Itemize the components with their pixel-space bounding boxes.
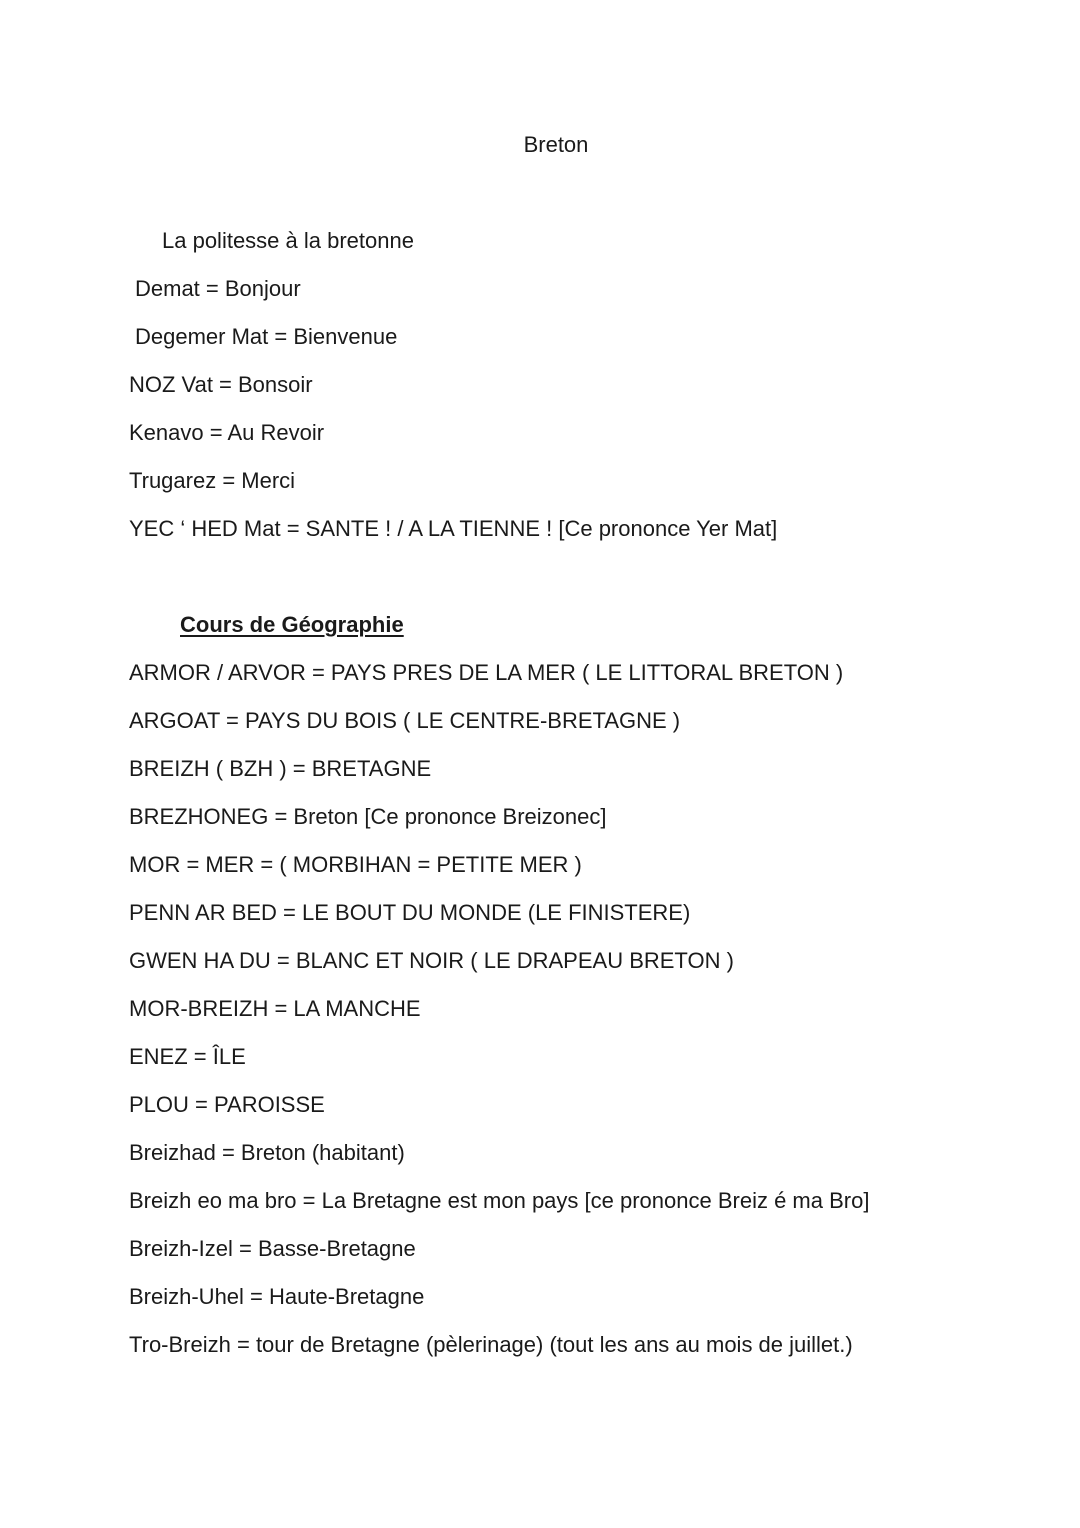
politeness-line: YEC ‘ HED Mat = SANTE ! / A LA TIENNE ! [Ce prononce Yer Mat] [129, 516, 778, 541]
geography-line: ARMOR / ARVOR = PAYS PRES DE LA MER ( LE LITTORAL BRETON ) [129, 660, 844, 685]
document-title: Breton [523, 132, 589, 157]
politeness-heading: La politesse à la bretonne [162, 228, 414, 253]
geography-heading: Cours de Géographie [180, 612, 404, 637]
politeness-line: NOZ Vat = Bonsoir [129, 372, 313, 397]
geography-line: BREZHONEG = Breton [Ce prononce Breizonec] [129, 804, 607, 829]
geography-line: BREIZH ( BZH ) = BRETAGNE [129, 756, 432, 781]
geography-line: PLOU = PAROISSE [129, 1092, 325, 1117]
geography-line: Breizh-Izel = Basse-Bretagne [129, 1236, 416, 1261]
geography-line: Breizh eo ma bro = La Bretagne est mon pays [ce prononce Breiz é ma Bro] [129, 1188, 870, 1213]
geography-line: MOR-BREIZH = LA MANCHE [129, 996, 421, 1021]
geography-line: Tro-Breizh = tour de Bretagne (pèlerinage) (tout les ans au mois de juillet.) [129, 1332, 853, 1357]
politeness-line: Trugarez = Merci [129, 468, 296, 493]
geography-line: MOR = MER = ( MORBIHAN = PETITE MER ) [129, 852, 582, 877]
politeness-line: Degemer Mat = Bienvenue [135, 324, 398, 349]
geography-line: Breizh-Uhel = Haute-Bretagne [129, 1284, 425, 1309]
geography-line: PENN AR BED = LE BOUT DU MONDE (LE FINISTERE) [129, 900, 691, 925]
geography-line: ARGOAT = PAYS DU BOIS ( LE CENTRE-BRETAGNE ) [129, 708, 681, 733]
politeness-line: Kenavo = Au Revoir [129, 420, 325, 445]
politeness-line: Demat = Bonjour [135, 276, 301, 301]
geography-line: Breizhad = Breton (habitant) [129, 1140, 405, 1165]
geography-line: GWEN HA DU = BLANC ET NOIR ( LE DRAPEAU BRETON ) [129, 948, 734, 973]
geography-line: ENEZ = ÎLE [129, 1044, 246, 1069]
